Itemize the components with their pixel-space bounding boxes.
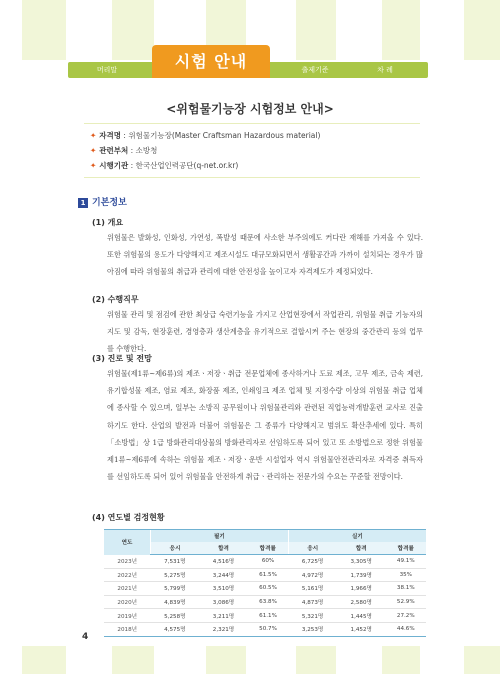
table-cell: 3,305명 — [337, 555, 386, 569]
table-cell: 3,244명 — [199, 568, 248, 582]
table-cell: 3,086명 — [199, 595, 248, 609]
table-row — [104, 568, 426, 582]
star-icon: ✦ — [90, 146, 97, 155]
subsection-heading-career: (3) 진로 및 전망 — [92, 354, 152, 363]
subsection-heading-overview: (1) 개요 — [92, 218, 124, 227]
table-row — [104, 582, 426, 596]
table-subheader: 합격 — [337, 542, 386, 555]
table-row — [104, 609, 426, 623]
page-title: <위험물기능장 시험정보 안내> — [166, 102, 334, 116]
table-cell-year: 2023년 — [104, 555, 151, 569]
bottom-decoration — [0, 646, 500, 674]
table-cell: 5,161명 — [288, 582, 337, 596]
star-icon: ✦ — [90, 131, 97, 140]
nav-item-exam-guide-active[interactable]: 시험 안내 — [152, 45, 270, 78]
info-row-agency: ✦ 시행기관 : 한국산업인력공단(q-net.or.kr) — [90, 161, 239, 170]
table-cell: 2,321명 — [199, 622, 248, 636]
table-cell: 61.5% — [248, 568, 288, 582]
paragraph-overview: 위험물은 발화성, 인화성, 가연성, 폭발성 때문에 사소한 부주의에도 커다란 재해를 가져올 수 있다. 또한 위험물의 용도가 다양해지고 제조시설도 대규모화되면서 생활공간과 가까이 설치되는 경우가 많아짐에 따라 위험물의 취급과 관리에 대한 안전성을 높이고자 자격제도가 제정되었다. — [107, 233, 423, 277]
table-row — [104, 555, 426, 569]
table-cell: 5,321명 — [288, 609, 337, 623]
table-cell-year: 2020년 — [104, 595, 151, 609]
paragraph-duties: 위험물 관리 및 점검에 관한 최상급 숙련기능을 가지고 산업현장에서 작업관리, 위험물 취급 기능자의 지도 및 감독, 현장훈련, 경영층과 생산계층을 유기적으로 결합시켜 주는 현장의 중간관리 등의 업무를 수행한다. — [107, 310, 423, 354]
table-cell: 1,445명 — [337, 609, 386, 623]
table-cell: 35% — [386, 568, 426, 582]
table-subheader: 합격률 — [386, 542, 426, 555]
subsection-heading-duties: (2) 수행직무 — [92, 295, 139, 304]
table-cell: 49.1% — [386, 555, 426, 569]
table-cell: 3,211명 — [199, 609, 248, 623]
qualification-info-box — [84, 123, 420, 178]
table-cell: 61.1% — [248, 609, 288, 623]
page-number: 4 — [82, 632, 89, 642]
table-cell-year: 2022년 — [104, 568, 151, 582]
table-cell-year: 2021년 — [104, 582, 151, 596]
table-cell: 3,253명 — [288, 622, 337, 636]
subsection-heading-statistics: (4) 연도별 검정현황 — [92, 513, 165, 522]
table-cell: 4,873명 — [288, 595, 337, 609]
section-heading — [78, 195, 127, 208]
table-cell-year: 2019년 — [104, 609, 151, 623]
table-cell: 44.6% — [386, 622, 426, 636]
table-row — [104, 622, 426, 636]
table-cell: 4,575명 — [151, 622, 200, 636]
table-cell: 5,258명 — [151, 609, 200, 623]
table-subheader: 응시 — [151, 542, 200, 555]
table-cell: 2,580명 — [337, 595, 386, 609]
table-cell: 1,739명 — [337, 568, 386, 582]
info-label: 관련부처 — [99, 146, 129, 155]
table-cell: 7,531명 — [151, 555, 200, 569]
table-subheader: 응시 — [288, 542, 337, 555]
table-cell: 60.5% — [248, 582, 288, 596]
table-cell: 3,510명 — [199, 582, 248, 596]
table-cell: 63.8% — [248, 595, 288, 609]
section-number-badge: 1 — [78, 198, 88, 208]
exam-statistics-table — [104, 529, 426, 637]
info-label: 자격명 — [99, 131, 122, 140]
star-icon: ✦ — [90, 161, 97, 170]
info-row-name: ✦ 자격명 : 위험물기능장(Master Craftsman Hazardous material) — [90, 131, 321, 140]
nav-item-exam-standard[interactable]: 출제기준 — [301, 66, 329, 74]
table-cell: 5,275명 — [151, 568, 200, 582]
table-header-practical: 실기 — [288, 530, 426, 543]
info-label: 시행기관 — [99, 161, 129, 170]
info-value: 소방청 — [135, 146, 158, 155]
table-cell: 60% — [248, 555, 288, 569]
nav-item-contents[interactable]: 차 례 — [377, 66, 393, 74]
table-body — [104, 555, 426, 637]
table-row — [104, 595, 426, 609]
table-cell: 27.2% — [386, 609, 426, 623]
table-cell: 4,839명 — [151, 595, 200, 609]
table-cell: 50.7% — [248, 622, 288, 636]
table-subheader: 합격 — [199, 542, 248, 555]
info-value: 위험물기능장(Master Craftsman Hazardous material) — [128, 131, 321, 140]
nav-item-preface[interactable]: 머리말 — [96, 66, 118, 74]
info-value: 한국산업인력공단(q-net.or.kr) — [135, 161, 239, 170]
section-title: 기본정보 — [92, 198, 127, 208]
paragraph-career: 위험물(제1류~제6류)의 제조ㆍ저장ㆍ취급 전문업체에 종사하거나 도료 제조, 고무 제조, 금속 제련, 유기합성물 제조, 염료 제조, 화장품 제조, 인쇄잉크 제조 업체 및 지정수량 이상의 위험물 취급 업체에 종사할 수 있으며, 일부는 소방직 공무원이나 위험물관리와 관련된 직업능력개발훈련 교사로 진출하기도 한다. 산업의 발전과 더불어 위험물은 그 종류가 다양해지고 범위도 확산추세에 있다. 특히 「소방법」상 1급 방화관리대상물의 방화관리자로 선임하도록 되어 있고 또 소방법으로 정한 위험물 제1류~제6류에 속하는 위험물 제조ㆍ저장ㆍ운반 시설업자 역시 위험물안전관리자로 자격증 취득자를 선임하도록 되어 있어 위험물을 안전하게 취급ㆍ관리하는 전문가의 수요는 꾸준할 전망이다. — [107, 369, 423, 482]
table-cell-year: 2018년 — [104, 622, 151, 636]
table-cell: 38.1% — [386, 582, 426, 596]
table-cell: 4,972명 — [288, 568, 337, 582]
table-cell: 6,725명 — [288, 555, 337, 569]
table-cell: 1,452명 — [337, 622, 386, 636]
table-cell: 1,966명 — [337, 582, 386, 596]
table-cell: 52.9% — [386, 595, 426, 609]
table-cell: 4,516명 — [199, 555, 248, 569]
table-subheader: 합격률 — [248, 542, 288, 555]
table-header-written: 필기 — [151, 530, 289, 543]
table-header-year: 연도 — [104, 530, 151, 555]
table-cell: 5,799명 — [151, 582, 200, 596]
info-row-ministry: ✦ 관련부처 : 소방청 — [90, 146, 158, 155]
